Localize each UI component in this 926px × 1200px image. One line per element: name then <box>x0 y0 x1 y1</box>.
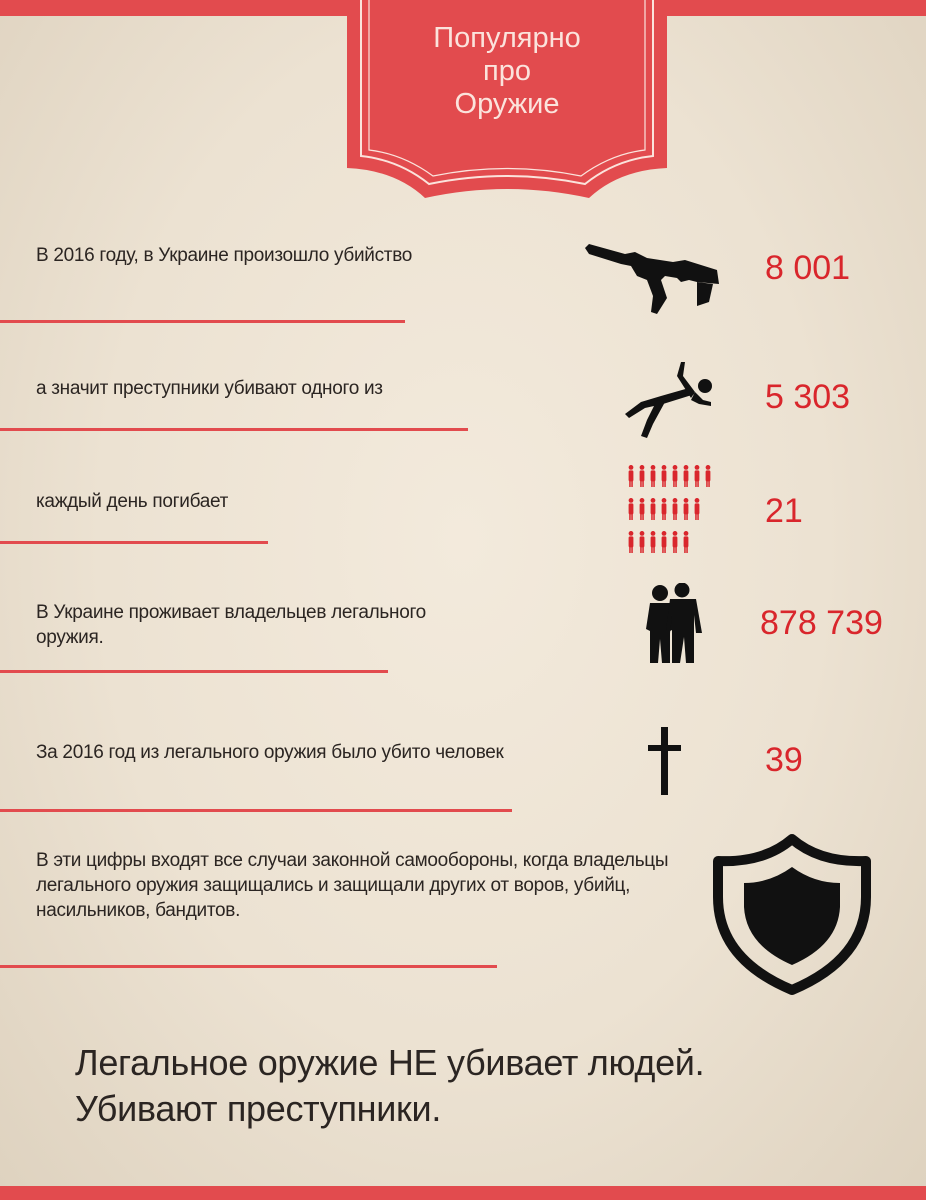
row-5-divider <box>0 809 512 812</box>
cross-icon <box>645 727 685 795</box>
row-5-value: 39 <box>765 741 803 779</box>
row-5-text: За 2016 год из легального оружия было убито человек <box>36 742 504 763</box>
person-row-1 <box>629 465 711 487</box>
title-line-2: про <box>483 55 531 87</box>
slogan-line-1: Легальное оружие НЕ убивает людей. <box>75 1042 705 1083</box>
assault-rifle-icon <box>585 236 720 316</box>
row-4-value: 878 739 <box>760 604 883 642</box>
people-grid-icon <box>628 463 712 557</box>
title-line-3: Оружие <box>454 88 560 120</box>
row-1-text: В 2016 году, в Украине произошло убийство <box>36 245 413 266</box>
shield-icon <box>712 833 872 996</box>
page-title <box>347 22 667 121</box>
row-3-value: 21 <box>765 492 803 530</box>
row-6-divider <box>0 965 497 968</box>
slogan-line-2: Убивают преступники. <box>75 1088 442 1129</box>
falling-person-icon <box>625 358 715 440</box>
bottom-stripe <box>0 1186 926 1200</box>
row-1-divider <box>0 320 405 323</box>
row-2-divider <box>0 428 468 431</box>
row-1-value: 8 001 <box>765 249 851 287</box>
row-2-value: 5 303 <box>765 378 851 416</box>
row-3-text: каждый день погибает <box>36 491 229 512</box>
row-4-text: В Украине проживает владельцев легального оружия. <box>36 602 426 648</box>
slogan <box>75 1040 875 1132</box>
couple-icon <box>640 583 706 665</box>
title-line-1: Популярно <box>433 22 581 54</box>
row-2-text: а значит преступники убивают одного из <box>36 378 383 399</box>
person-row-2 <box>629 498 700 520</box>
row-3-divider <box>0 541 268 544</box>
person-row-3 <box>629 531 689 553</box>
header-banner <box>347 0 667 200</box>
row-4-divider <box>0 670 388 673</box>
row-6-text: В эти цифры входят все случаи законной самообороны, когда владельцы легального оружия защищались и защищали других от воров, убийц, насильников, бандитов. <box>36 850 669 921</box>
